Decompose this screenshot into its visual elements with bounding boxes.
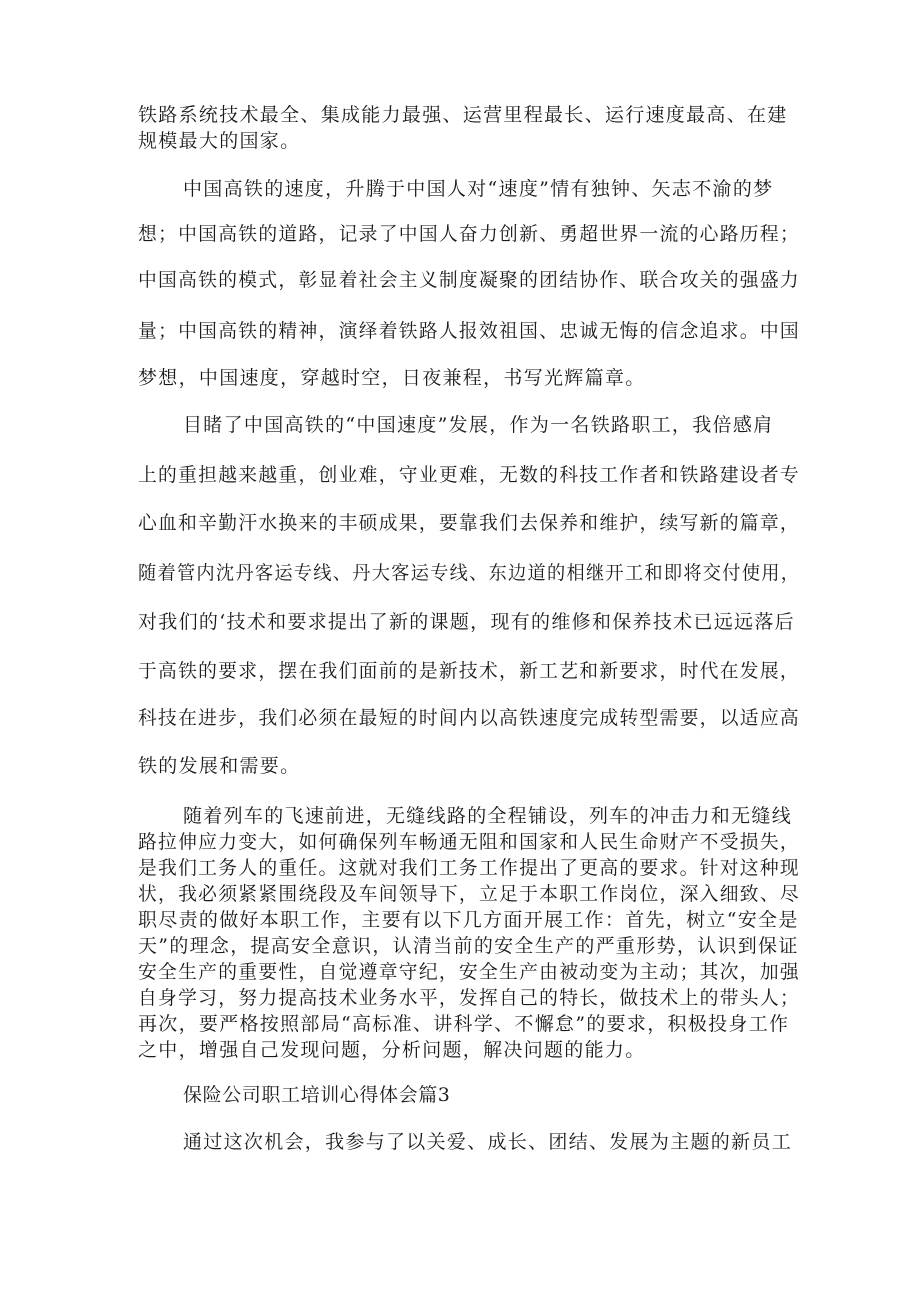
text-line: 状，我必须紧紧围绕段及车间领导下，立足于本职工作岗位，深入细致、尽 [138, 883, 800, 905]
text-line: 科技在进步，我们必须在最短的时间内以高铁速度完成转型需要，以适应高 [138, 707, 800, 729]
text-line: 量；中国高铁的精神，演绎着铁路人报效祖国、忠诚无悔的信念追求。中国 [138, 320, 800, 342]
text-line: 梦想，中国速度，穿越时空，日夜兼程，书写光辉篇章。 [138, 367, 646, 389]
text-line: 再次，要严格按照部局“高标准、讲科学、不懈怠”的要求，积极投身工作 [138, 1013, 790, 1035]
text-line: 规模最大的国家。 [138, 130, 301, 152]
text-line: 铁路系统技术最全、集成能力最强、运营里程最长、运行速度最高、在建 [138, 104, 788, 126]
text-line: 是我们工务人的重任。这就对我们工务工作提出了更高的要求。针对这种现 [138, 857, 800, 879]
text-line: 对我们的‘技术和要求提出了新的课题，现有的维修和保养技术已远远落后 [138, 611, 795, 633]
text-line: 路拉伸应力变大，如何确保列车畅通无阻和国家和人民生命财产不受损失， [138, 831, 800, 853]
text-line: 想；中国高铁的道路，记录了中国人奋力创新、勇超世界一流的心路历程； [138, 223, 800, 245]
text-line: 自身学习，努力提高技术业务水平，发挥自己的特长，做技术上的带头人； [138, 987, 800, 1009]
text-line: 随着列车的飞速前进，无缝线路的全程铺设，列车的冲击力和无缝线 [183, 805, 793, 827]
text-line: 中国高铁的速度，升腾于中国人对“速度”情有独钟、矢志不渝的梦 [183, 178, 774, 200]
text-line: 职尽责的做好本职工作，主要有以下几方面开展工作：首先，树立“安全是 [138, 909, 799, 931]
text-line: 通过这次机会，我参与了以关爱、成长、团结、发展为主题的新员工 [183, 1131, 793, 1153]
heading-text: 保险公司职工培训心得体会篇3 [183, 1084, 451, 1106]
text-line: 之中，增强自己发现问题，分析问题，解决问题的能力。 [138, 1039, 646, 1061]
text-line: 铁的发展和需要。 [138, 755, 301, 777]
text-line: 中国高铁的模式，彰显着社会主义制度凝聚的团结协作、联合攻关的强盛力 [138, 269, 800, 291]
text-line: 随着管内沈丹客运专线、丹大客运专线、东边道的相继开工和即将交付使用， [138, 562, 801, 584]
text-line: 上的重担越来越重，创业难，守业更难，无数的科技工作者和铁路建设者专 [138, 464, 800, 486]
text-line: 安全生产的重要性，自觉遵章守纪，安全生产由被动变为主动；其次，加强 [138, 961, 800, 983]
text-line: 心血和辛勤汗水换来的丰硕成果，要靠我们去保养和维护，续写新的篇章， [138, 512, 800, 534]
text-line: 目睹了中国高铁的“中国速度”发展，作为一名铁路职工，我倍感肩 [183, 414, 774, 436]
text-line: 天”的理念，提高安全意识，认清当前的安全生产的严重形势，认识到保证 [138, 935, 799, 957]
text-line: 于高铁的要求，摆在我们面前的是新技术，新工艺和新要求，时代在发展， [138, 660, 800, 682]
